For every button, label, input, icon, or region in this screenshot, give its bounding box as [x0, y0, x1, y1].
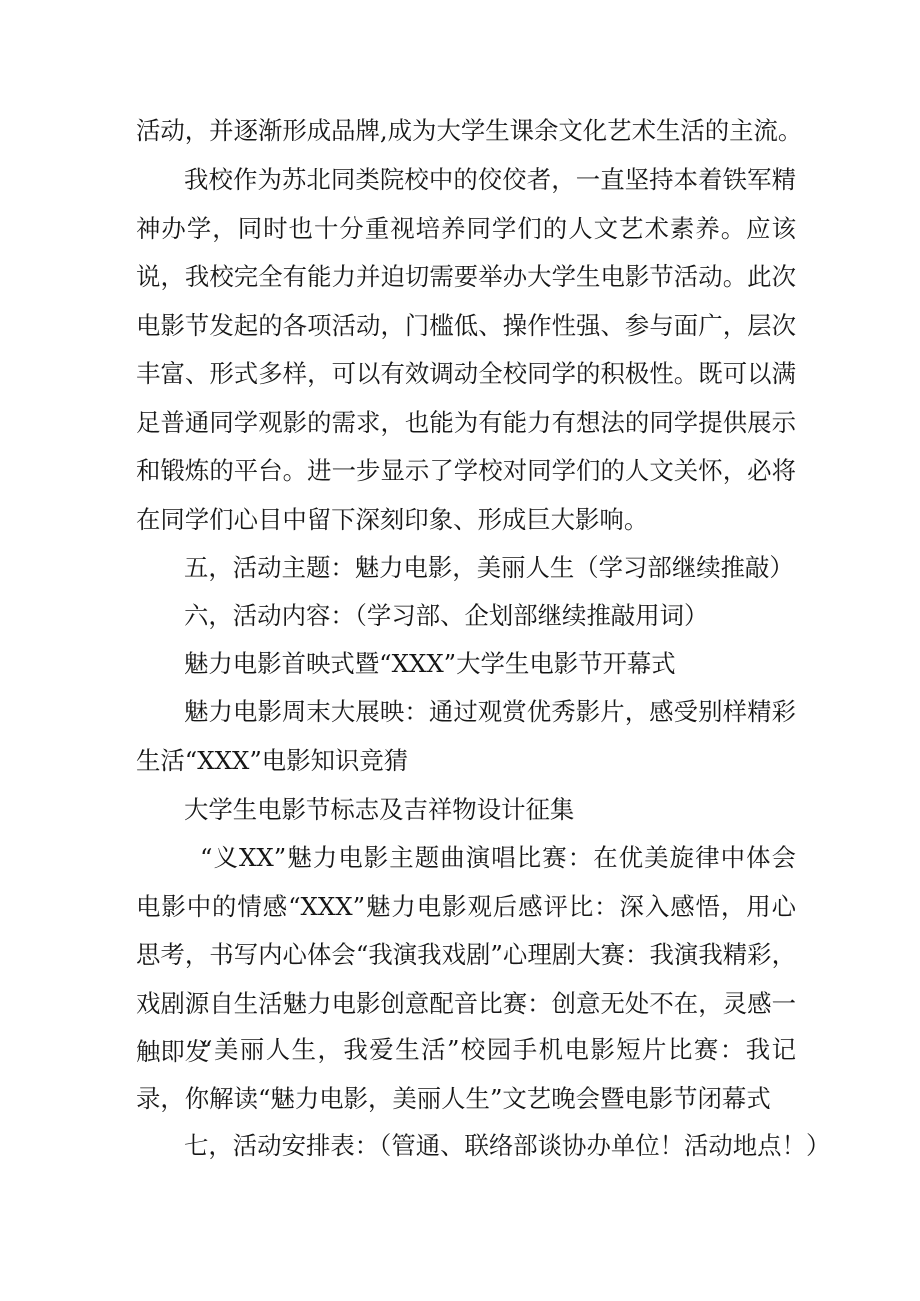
- section-seven-schedule: 七，活动安排表：（管通、联络部谈协办单位！活动地点！）: [184, 1131, 831, 1160]
- activity-short-film-gala: “美丽人生，我爱生活”校园手机电影短片比赛：我记录，你解读“魅力电影，美丽人生”文艺晚会暨电影节闭幕式: [136, 1035, 796, 1113]
- section-six-content: 六，活动内容：（学习部、企划部继续推敲用词）: [184, 601, 709, 630]
- activity-opening-ceremony: 魅力电影首映式暨“XXX”大学生电影节开幕式: [184, 649, 676, 678]
- section-five-theme: 五，活动主题：魅力电影，美丽人生（学习部继续推敲）: [184, 553, 794, 582]
- activity-song-review-drama-dubbing: “义XX”魅力电影主题曲演唱比赛：在优美旋律中体会电影中的情感“XXX”魅力电影观后感评比：深入感悟，用心思考，书写内心体会“我演我戏剧”心理剧大赛：我演我精彩，戏剧源自生活魅力电影创意配音比赛：创意无处不在，灵感一触即发: [136, 843, 796, 1066]
- paragraph-intro-tail: 活动，并逐渐形成品牌,成为大学生课余文化艺术生活的主流。: [136, 116, 803, 145]
- activity-logo-mascot-design: 大学生电影节标志及吉祥物设计征集: [184, 795, 575, 824]
- activity-weekend-screening: 魅力电影周末大展映：通过观赏优秀影片，感受别样精彩生活“XXX”电影知识竞猜: [136, 697, 796, 775]
- paragraph-school-background: 我校作为苏北同类院校中的佼佼者，一直坚持本着铁军精神办学，同时也十分重视培养同学们的人文艺术素养。应该说，我校完全有能力并迫切需要举办大学生电影节活动。此次电影节发起的各项活动，门槛低、操作性强、参与面广，层次丰富、形式多样，可以有效调动全校同学的积极性。既可以满足普通同学观影的需求，也能为有能力有想法的同学提供展示和锻炼的平台。进一步显示了学校对同学们的人文关怀，必将在同学们心目中留下深刻印象、形成巨大影响。: [136, 165, 796, 534]
